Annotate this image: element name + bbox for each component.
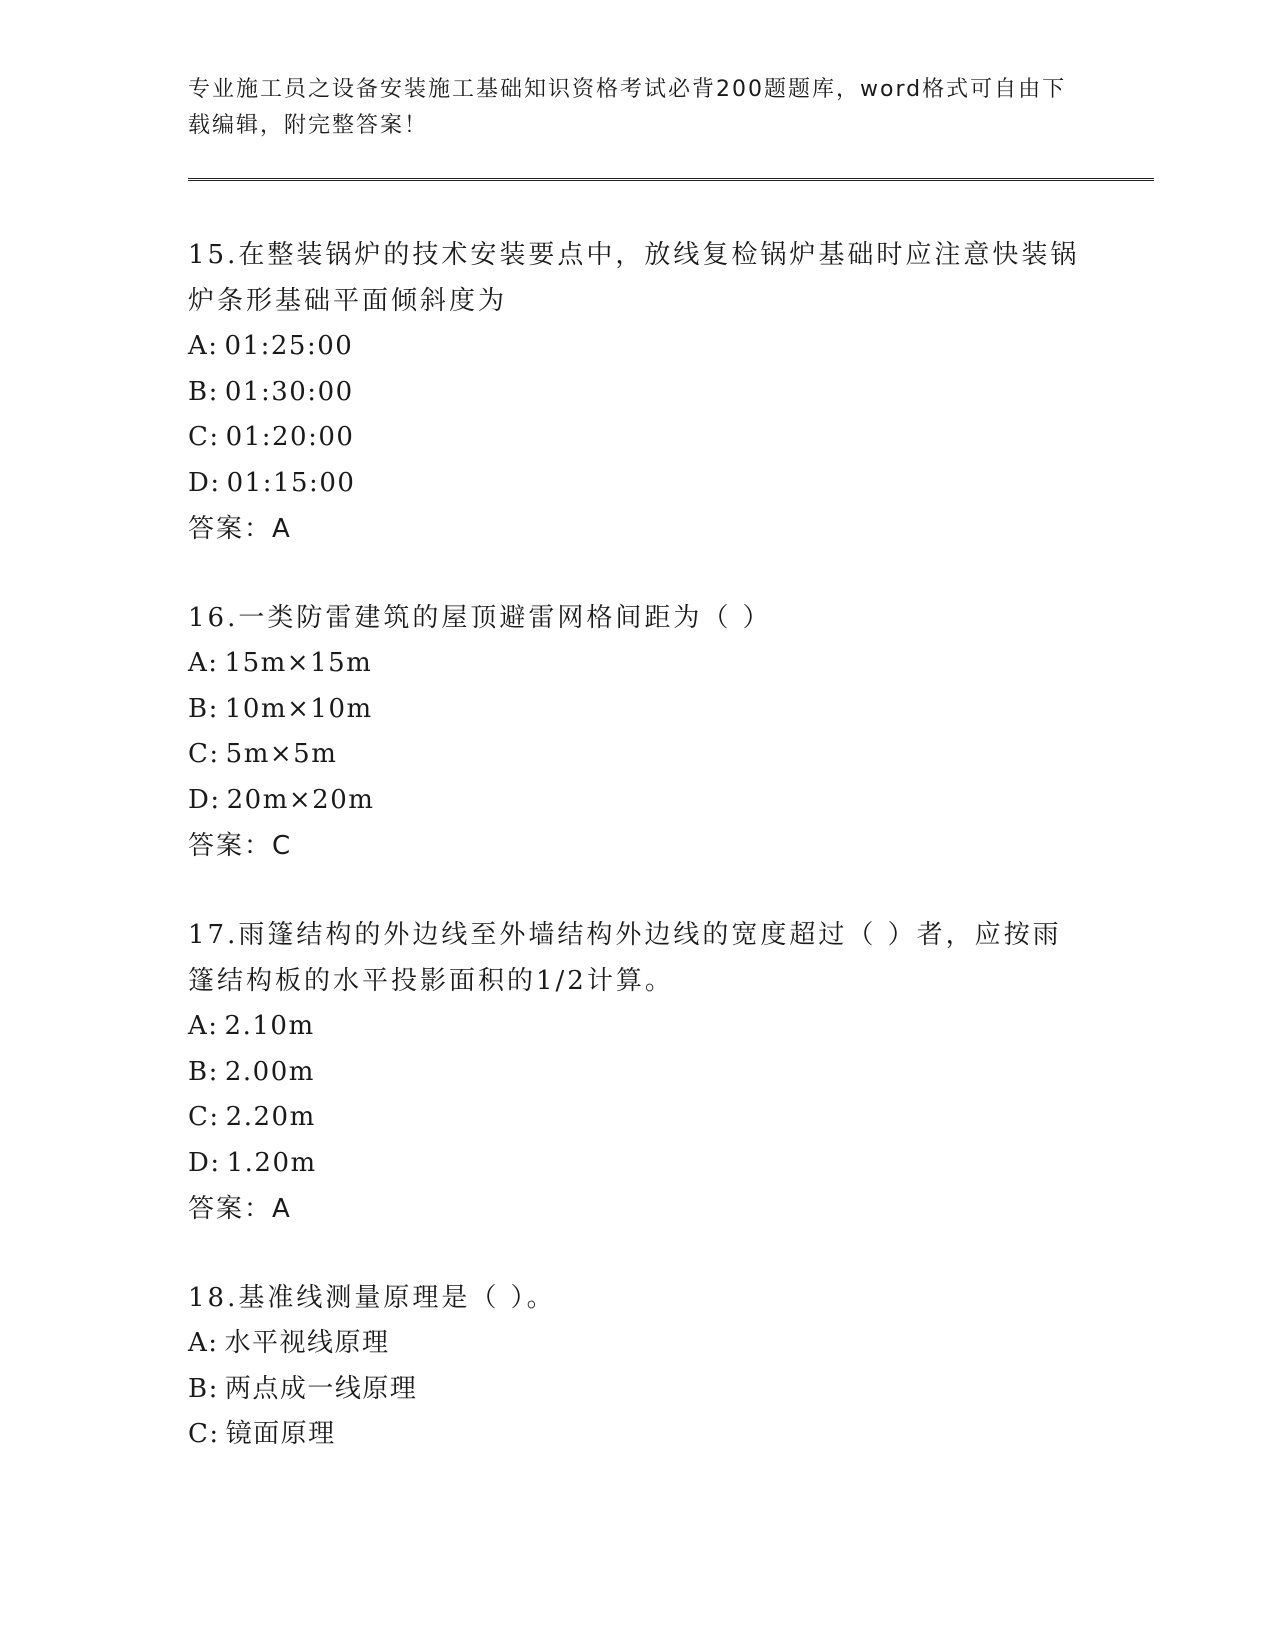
option-letter: C bbox=[188, 422, 210, 452]
option-d bbox=[188, 1141, 1088, 1187]
option-b bbox=[188, 370, 1088, 416]
answer-value: A bbox=[272, 514, 292, 544]
option-separator: : bbox=[208, 1011, 219, 1041]
question-stem: 16.一类防雷建筑的屋顶避雷网格间距为（ ） bbox=[188, 603, 772, 633]
option-a bbox=[188, 641, 1088, 687]
option-letter: B bbox=[188, 1056, 209, 1087]
option-text: 01:15:00 bbox=[226, 467, 356, 498]
option-a bbox=[188, 1321, 1088, 1367]
question-stem: 15.在整装锅炉的技术安装要点中，放线复检锅炉基础时应注意快装锅炉条形基础平面倾斜度为 bbox=[188, 240, 1080, 316]
option-letter: C bbox=[188, 1102, 210, 1132]
option-text: 20m×20m bbox=[226, 784, 375, 815]
option-separator: : bbox=[208, 648, 219, 678]
option-text: 水平视线原理 bbox=[224, 1328, 390, 1358]
answer-value: C bbox=[272, 831, 293, 861]
question-list bbox=[188, 232, 1088, 1501]
question-stem: 18.基准线测量原理是（ ）。 bbox=[188, 1283, 556, 1313]
option-separator: : bbox=[210, 784, 221, 815]
option-letter: A bbox=[188, 1328, 209, 1358]
option-text: 01:25:00 bbox=[224, 331, 354, 361]
option-letter: A bbox=[188, 1011, 209, 1041]
option-text: 5m×5m bbox=[225, 739, 338, 769]
option-letter: D bbox=[188, 1147, 211, 1178]
question-15 bbox=[188, 232, 1088, 552]
document-header: 专业施工员之设备安装施工基础知识资格考试必背200题题库，word格式可自由下载编辑，附完整答案！ bbox=[188, 77, 1067, 138]
question-18 bbox=[188, 1275, 1088, 1458]
option-a bbox=[188, 324, 1088, 370]
question-17 bbox=[188, 912, 1088, 1232]
answer-line bbox=[188, 1186, 1088, 1232]
option-text: 1.20m bbox=[226, 1147, 317, 1178]
option-letter: C bbox=[188, 1419, 210, 1449]
option-c bbox=[188, 1095, 1088, 1141]
option-a bbox=[188, 1004, 1088, 1050]
option-d bbox=[188, 461, 1088, 507]
option-separator: : bbox=[208, 1328, 219, 1358]
option-separator: : bbox=[208, 331, 219, 361]
option-letter: D bbox=[188, 467, 211, 498]
option-separator: : bbox=[209, 739, 220, 769]
option-text: 10m×10m bbox=[224, 693, 373, 724]
option-text: 01:30:00 bbox=[224, 376, 354, 407]
answer-label: 答案： bbox=[188, 1194, 273, 1224]
answer-value: A bbox=[272, 1194, 292, 1224]
option-c bbox=[188, 732, 1088, 778]
option-b bbox=[188, 1367, 1088, 1413]
option-letter: C bbox=[188, 739, 210, 769]
option-b bbox=[188, 1050, 1088, 1096]
option-letter: A bbox=[188, 331, 209, 361]
option-text: 2.20m bbox=[225, 1102, 316, 1132]
answer-line bbox=[188, 506, 1088, 552]
option-letter: B bbox=[188, 1373, 209, 1404]
option-c bbox=[188, 1412, 1088, 1458]
option-separator: : bbox=[208, 1373, 219, 1404]
option-separator: : bbox=[208, 1056, 219, 1087]
option-text: 15m×15m bbox=[224, 648, 373, 678]
option-text: 2.00m bbox=[224, 1056, 315, 1087]
option-letter: B bbox=[188, 693, 209, 724]
option-c bbox=[188, 415, 1088, 461]
option-separator: : bbox=[208, 376, 219, 407]
option-text: 01:20:00 bbox=[225, 422, 355, 452]
option-letter: B bbox=[188, 376, 209, 407]
option-d bbox=[188, 778, 1088, 824]
option-letter: A bbox=[188, 648, 209, 678]
answer-line bbox=[188, 823, 1088, 869]
option-b bbox=[188, 687, 1088, 733]
option-separator: : bbox=[210, 1147, 221, 1178]
question-stem: 17.雨篷结构的外边线至外墙结构外边线的宽度超过（ ）者，应按雨篷结构板的水平投影面积的1/2计算。 bbox=[188, 920, 1062, 996]
header-divider bbox=[188, 178, 1154, 181]
option-separator: : bbox=[210, 467, 221, 498]
option-separator: : bbox=[209, 1102, 220, 1132]
question-16 bbox=[188, 595, 1088, 869]
option-separator: : bbox=[209, 1419, 220, 1449]
option-separator: : bbox=[209, 422, 220, 452]
option-separator: : bbox=[208, 693, 219, 724]
option-letter: D bbox=[188, 784, 211, 815]
answer-label: 答案： bbox=[188, 514, 273, 544]
option-text: 2.10m bbox=[224, 1011, 315, 1041]
answer-label: 答案： bbox=[188, 831, 273, 861]
option-text: 镜面原理 bbox=[225, 1419, 336, 1449]
option-text: 两点成一线原理 bbox=[224, 1373, 418, 1404]
